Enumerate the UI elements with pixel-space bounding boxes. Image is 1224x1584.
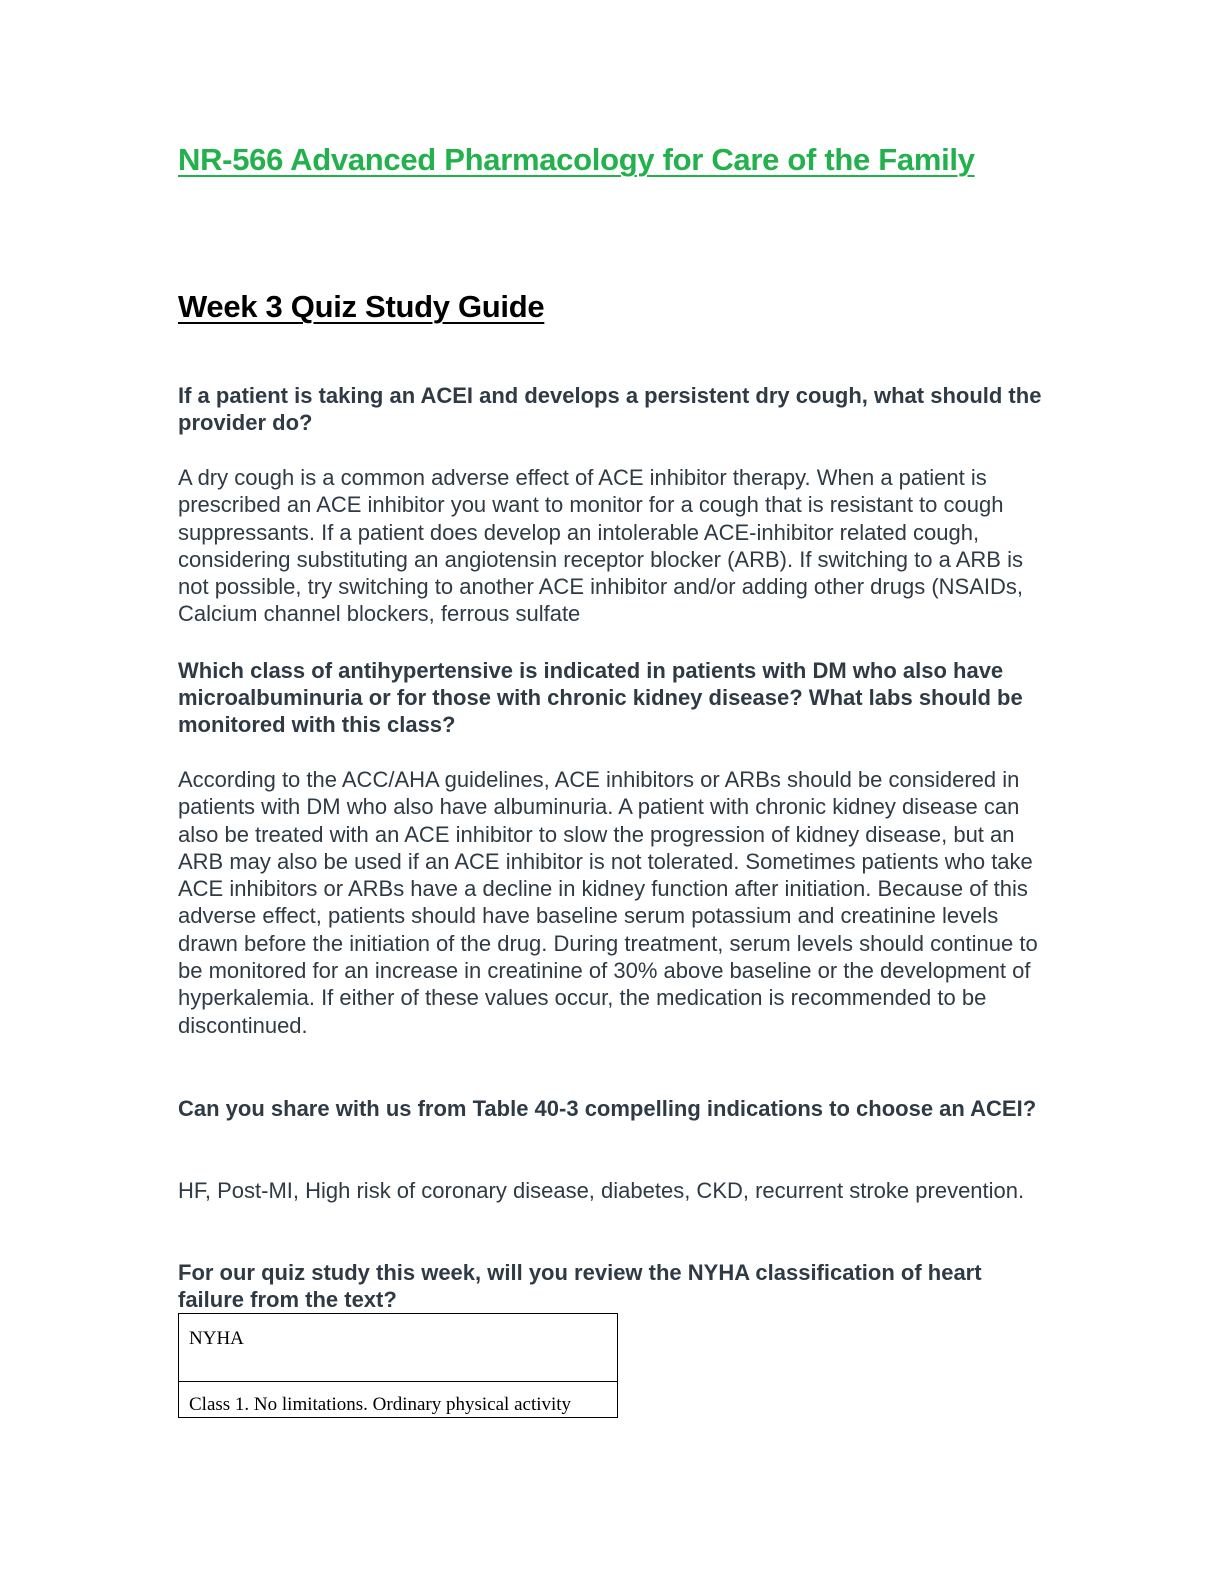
table-cell: Class 1. No limitations. Ordinary physical activity (179, 1382, 618, 1418)
nyha-classification-table (178, 1313, 618, 1418)
study-guide-title: Week 3 Quiz Study Guide (178, 289, 545, 324)
question-4: For our quiz study this week, will you review the NYHA classification of heart failure from the text? (178, 1260, 982, 1312)
table-row (179, 1382, 618, 1418)
answer-2: According to the ACC/AHA guidelines, ACE inhibitors or ARBs should be considered in patients with DM who also have albuminuria. A patient with chronic kidney disease can also be treated with an ACE inhibitor to slow the progression of kidney disease, but an ARB may also be used if an ACE inhibitor is not tolerated. Sometimes patients who take ACE inhibitors or ARBs have a decline in kidney function after initiation. Because of this adverse effect, patients should have baseline serum potassium and creatinine levels drawn before the initiation of the drug. During treatment, serum levels should continue to be monitored for an increase in creatinine of 30% above baseline or the development of hyperkalemia. If either of these values occur, the medication is recommended to be discontinued. (178, 767, 1038, 1038)
question-2: Which class of antihypertensive is indicated in patients with DM who also have microalbuminuria or for those with chronic kidney disease? What labs should be monitored with this class? (178, 658, 1023, 737)
table-header-row (179, 1314, 618, 1382)
answer-1: A dry cough is a common adverse effect of ACE inhibitor therapy. When a patient is prescribed an ACE inhibitor you want to monitor for a cough that is resistant to cough suppressants. If a patient does develop an intolerable ACE-inhibitor related cough, considering substituting an angiotensin receptor blocker (ARB). If switching to a ARB is not possible, try switching to another ACE inhibitor and/or adding other drugs (NSAIDs, Calcium channel blockers, ferrous sulfate (178, 465, 1024, 627)
question-3: Can you share with us from Table 40-3 compelling indications to choose an ACEI? (178, 1096, 1037, 1121)
question-1: If a patient is taking an ACEI and develops a persistent dry cough, what should the provider do? (178, 383, 1042, 435)
course-title: NR-566 Advanced Pharmacology for Care of the Family (178, 142, 975, 177)
answer-3: HF, Post-MI, High risk of coronary disease, diabetes, CKD, recurrent stroke prevention. (178, 1178, 1025, 1203)
table-header-cell: NYHA (179, 1314, 618, 1382)
